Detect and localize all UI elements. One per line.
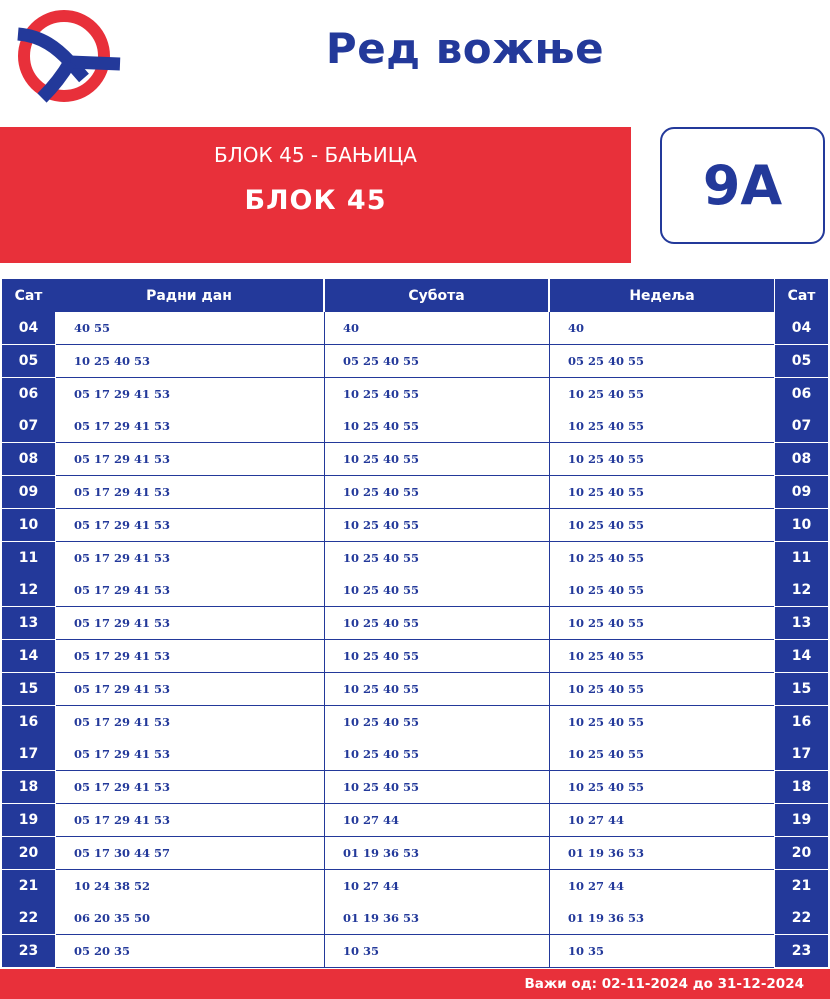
- column-header-saturday: Субота: [325, 279, 550, 312]
- weekday-times-cell: 05 17 29 41 53: [56, 607, 325, 640]
- saturday-times-cell: 10 25 40 55: [325, 574, 550, 607]
- table-row: [0, 902, 830, 935]
- table-row: [0, 640, 830, 673]
- table-header-row: [0, 279, 830, 312]
- sunday-times-cell: 01 19 36 53: [550, 837, 774, 870]
- table-row: [0, 443, 830, 476]
- hour-cell-right: 07: [775, 410, 828, 443]
- table-row: [0, 509, 830, 542]
- hour-cell-left: 05: [2, 345, 55, 378]
- weekday-times-cell: 05 17 29 41 53: [56, 509, 325, 542]
- weekday-times-cell: 05 20 35: [56, 935, 325, 968]
- weekday-times-cell: 05 17 30 44 57: [56, 837, 325, 870]
- route-banner: [0, 127, 631, 263]
- weekday-times-cell: 05 17 29 41 53: [56, 706, 325, 739]
- route-departure-stop: БЛОК 45: [244, 185, 387, 216]
- saturday-times-cell: 40: [325, 312, 550, 345]
- hour-cell-right: 16: [775, 706, 828, 739]
- weekday-times-cell: 05 17 29 41 53: [56, 673, 325, 706]
- saturday-times-cell: 10 27 44: [325, 870, 550, 903]
- table-row: [0, 870, 830, 903]
- route-name: БЛОК 45 - БАЊИЦА: [214, 143, 417, 167]
- hour-cell-right: 08: [775, 443, 828, 476]
- sunday-times-cell: 10 25 40 55: [550, 542, 774, 575]
- weekday-times-cell: 05 17 29 41 53: [56, 804, 325, 837]
- hour-cell-left: 23: [2, 935, 55, 968]
- saturday-times-cell: 01 19 36 53: [325, 837, 550, 870]
- hour-cell-right: 17: [775, 738, 828, 771]
- sunday-times-cell: 10 25 40 55: [550, 640, 774, 673]
- transport-logo-icon: [12, 6, 124, 106]
- saturday-times-cell: 10 25 40 55: [325, 607, 550, 640]
- sunday-times-cell: 10 25 40 55: [550, 706, 774, 739]
- validity-footer: [0, 969, 830, 999]
- hour-cell-right: 14: [775, 640, 828, 673]
- table-row: [0, 574, 830, 607]
- saturday-times-cell: 10 27 44: [325, 804, 550, 837]
- hour-cell-left: 18: [2, 771, 55, 804]
- hour-cell-left: 15: [2, 673, 55, 706]
- table-row: [0, 542, 830, 575]
- saturday-times-cell: 10 25 40 55: [325, 706, 550, 739]
- hour-cell-left: 08: [2, 443, 55, 476]
- hour-cell-left: 17: [2, 738, 55, 771]
- weekday-times-cell: 10 24 38 52: [56, 870, 325, 903]
- hour-cell-left: 10: [2, 509, 55, 542]
- hour-cell-left: 04: [2, 312, 55, 345]
- weekday-times-cell: 05 17 29 41 53: [56, 574, 325, 607]
- sunday-times-cell: 40: [550, 312, 774, 345]
- hour-cell-left: 09: [2, 476, 55, 509]
- sunday-times-cell: 10 25 40 55: [550, 443, 774, 476]
- saturday-times-cell: 05 25 40 55: [325, 345, 550, 378]
- hour-cell-right: 12: [775, 574, 828, 607]
- saturday-times-cell: 10 25 40 55: [325, 410, 550, 443]
- column-header-sunday: Недеља: [550, 279, 774, 312]
- weekday-times-cell: 05 17 29 41 53: [56, 640, 325, 673]
- hour-cell-right: 21: [775, 870, 828, 903]
- hour-cell-right: 06: [775, 378, 828, 411]
- hour-cell-right: 13: [775, 607, 828, 640]
- saturday-times-cell: 01 19 36 53: [325, 902, 550, 935]
- weekday-times-cell: 05 17 29 41 53: [56, 542, 325, 575]
- sunday-times-cell: 10 35: [550, 935, 774, 968]
- line-number: 9A: [702, 154, 783, 217]
- saturday-times-cell: 10 25 40 55: [325, 509, 550, 542]
- sunday-times-cell: 10 27 44: [550, 804, 774, 837]
- saturday-times-cell: 10 25 40 55: [325, 640, 550, 673]
- weekday-times-cell: 06 20 35 50: [56, 902, 325, 935]
- hour-cell-right: 18: [775, 771, 828, 804]
- hour-cell-left: 22: [2, 902, 55, 935]
- sunday-times-cell: 10 25 40 55: [550, 378, 774, 411]
- table-row: [0, 706, 830, 739]
- validity-text: Важи од: 02-11-2024 до 31-12-2024: [524, 976, 804, 992]
- hour-cell-left: 12: [2, 574, 55, 607]
- sunday-times-cell: 10 25 40 55: [550, 574, 774, 607]
- table-row: [0, 837, 830, 870]
- saturday-times-cell: 10 35: [325, 935, 550, 968]
- table-row: [0, 935, 830, 968]
- hour-cell-right: 10: [775, 509, 828, 542]
- saturday-times-cell: 10 25 40 55: [325, 443, 550, 476]
- table-row: [0, 476, 830, 509]
- saturday-times-cell: 10 25 40 55: [325, 476, 550, 509]
- column-header-hour-left: Сат: [2, 279, 55, 312]
- weekday-times-cell: 05 17 29 41 53: [56, 378, 325, 411]
- saturday-times-cell: 10 25 40 55: [325, 378, 550, 411]
- table-row: [0, 345, 830, 378]
- sunday-times-cell: 10 25 40 55: [550, 607, 774, 640]
- hour-cell-right: 15: [775, 673, 828, 706]
- table-row: [0, 607, 830, 640]
- table-row: [0, 378, 830, 411]
- sunday-times-cell: 10 25 40 55: [550, 673, 774, 706]
- hour-cell-left: 11: [2, 542, 55, 575]
- weekday-times-cell: 40 55: [56, 312, 325, 345]
- weekday-times-cell: 05 17 29 41 53: [56, 443, 325, 476]
- table-row: [0, 312, 830, 345]
- weekday-times-cell: 05 17 29 41 53: [56, 738, 325, 771]
- column-header-hour-right: Сат: [775, 279, 828, 312]
- sunday-times-cell: 01 19 36 53: [550, 902, 774, 935]
- sunday-times-cell: 10 25 40 55: [550, 771, 774, 804]
- sunday-times-cell: 10 25 40 55: [550, 738, 774, 771]
- weekday-times-cell: 05 17 29 41 53: [56, 476, 325, 509]
- hour-cell-right: 11: [775, 542, 828, 575]
- weekday-times-cell: 10 25 40 53: [56, 345, 325, 378]
- saturday-times-cell: 10 25 40 55: [325, 771, 550, 804]
- saturday-times-cell: 10 25 40 55: [325, 738, 550, 771]
- column-header-weekday: Радни дан: [55, 279, 325, 312]
- page-title: Ред вожње: [325, 24, 605, 73]
- table-row: [0, 771, 830, 804]
- hour-cell-left: 14: [2, 640, 55, 673]
- hour-cell-right: 23: [775, 935, 828, 968]
- table-row: [0, 673, 830, 706]
- hour-cell-left: 16: [2, 706, 55, 739]
- hour-cell-left: 19: [2, 804, 55, 837]
- hour-cell-right: 22: [775, 902, 828, 935]
- hour-cell-right: 09: [775, 476, 828, 509]
- saturday-times-cell: 10 25 40 55: [325, 542, 550, 575]
- hour-cell-right: 19: [775, 804, 828, 837]
- sunday-times-cell: 10 25 40 55: [550, 410, 774, 443]
- line-number-box: [660, 127, 825, 244]
- sunday-times-cell: 10 27 44: [550, 870, 774, 903]
- hour-cell-right: 05: [775, 345, 828, 378]
- sunday-times-cell: 05 25 40 55: [550, 345, 774, 378]
- hour-cell-left: 13: [2, 607, 55, 640]
- hour-cell-left: 21: [2, 870, 55, 903]
- saturday-times-cell: 10 25 40 55: [325, 673, 550, 706]
- table-row: [0, 410, 830, 443]
- hour-cell-right: 04: [775, 312, 828, 345]
- hour-cell-left: 06: [2, 378, 55, 411]
- weekday-times-cell: 05 17 29 41 53: [56, 771, 325, 804]
- table-row: [0, 804, 830, 837]
- sunday-times-cell: 10 25 40 55: [550, 476, 774, 509]
- hour-cell-left: 20: [2, 837, 55, 870]
- hour-cell-right: 20: [775, 837, 828, 870]
- sunday-times-cell: 10 25 40 55: [550, 509, 774, 542]
- hour-cell-left: 07: [2, 410, 55, 443]
- table-row: [0, 738, 830, 771]
- weekday-times-cell: 05 17 29 41 53: [56, 410, 325, 443]
